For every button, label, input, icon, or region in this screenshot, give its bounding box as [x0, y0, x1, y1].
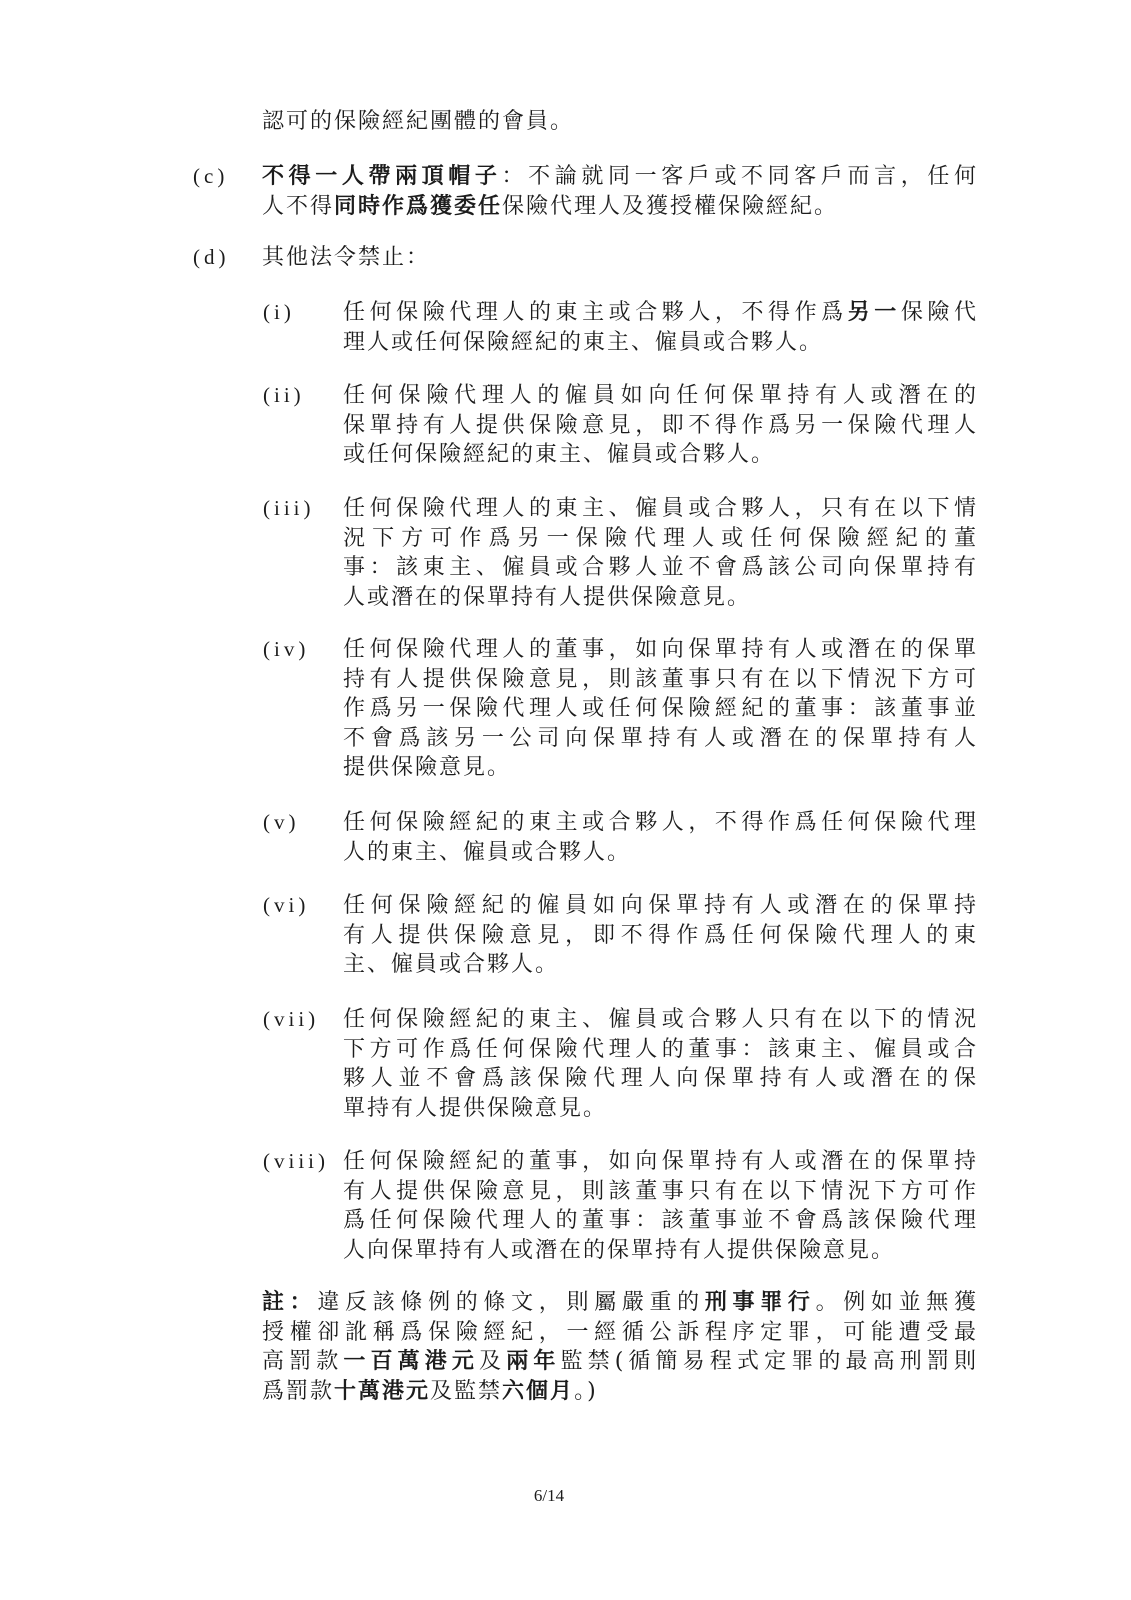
text-line — [343, 328, 978, 358]
text-segment: 。例如並無獲 — [815, 1290, 978, 1315]
page-footer — [0, 1484, 1131, 1508]
bold-text: 兩年 — [506, 1348, 561, 1374]
text-segment: 保險代理人及獲授權保險經紀。 — [502, 193, 839, 219]
item-label: (viii) — [263, 1149, 329, 1173]
text-line — [343, 298, 978, 328]
clause-text — [262, 243, 978, 273]
text-line — [262, 1288, 978, 1318]
item-text — [343, 1147, 978, 1265]
text-line — [343, 553, 978, 583]
item-text — [343, 381, 978, 470]
text-segment: 認可的保險經紀團體的會員。 — [262, 109, 575, 134]
text-segment: 任何保險經紀的董事，如向保單持有人或潛在的保單持 — [343, 1149, 978, 1174]
item-label: (i) — [263, 300, 295, 324]
text-line — [262, 107, 978, 137]
text-segment: 主、僱員或合夥人。 — [343, 952, 560, 977]
text-line — [262, 162, 978, 192]
text-line — [343, 694, 978, 724]
bold-text: 同時作爲獲委任 — [334, 192, 503, 219]
text-line — [343, 1236, 978, 1266]
text-line — [343, 891, 978, 921]
text-segment: 爲任何保險代理人的董事：該董事並不會爲該保險代理 — [343, 1208, 978, 1233]
item-label: (iv) — [263, 637, 310, 661]
bold-text: 十萬港元 — [334, 1377, 431, 1404]
text-segment: 提供保險意見。 — [343, 755, 512, 780]
text-segment: 任何保險代理人的董事，如向保單持有人或潛在的保單 — [343, 637, 978, 662]
text-line — [343, 1206, 978, 1236]
page-number: 6/14 — [533, 1486, 565, 1505]
text-segment: 。) — [574, 1378, 598, 1404]
text-line — [262, 1318, 978, 1348]
text-segment: 保險代 — [900, 300, 978, 325]
item-label: (vi) — [263, 893, 310, 917]
text-segment: 事：該東主、僱員或合夥人並不會爲該公司向保單持有 — [343, 555, 978, 580]
text-segment: 作爲另一保險代理人或任何保險經紀的董事：該董事並 — [343, 696, 978, 721]
text-line — [343, 635, 978, 665]
text-line — [343, 1147, 978, 1177]
text-segment: 單持有人提供保險意見。 — [343, 1095, 608, 1121]
text-segment: 人向保單持有人或潛在的保單持有人提供保險意見。 — [343, 1237, 896, 1263]
text-segment: 違反該條例的條文，則屬嚴重的 — [317, 1290, 705, 1315]
text-segment: 有人提供保險意見，則該董事只有在以下情況下方可作 — [343, 1178, 978, 1204]
text-line — [343, 665, 978, 695]
text-line — [343, 921, 978, 951]
bold-text: 另一 — [847, 299, 901, 325]
text-line — [343, 494, 978, 524]
text-segment: 有人提供保險意見，即不得作爲任何保險代理人的東 — [343, 922, 978, 948]
text-segment: 高罰款 — [262, 1349, 344, 1374]
clause-label: (c) — [193, 164, 229, 188]
text-segment: 任何保險經紀的東主、僱員或合夥人只有在以下的情況 — [343, 1007, 978, 1032]
text-line — [262, 1377, 978, 1407]
text-line — [343, 838, 978, 868]
text-segment: 及監禁 — [430, 1378, 503, 1404]
bold-text: 註： — [262, 1289, 318, 1315]
text-segment: 任何保險經紀的僱員如向保單持有人或潛在的保單持 — [343, 893, 978, 918]
text-line — [262, 192, 978, 222]
item-text — [343, 494, 978, 612]
item-text — [343, 1005, 978, 1123]
text-line — [343, 950, 978, 980]
text-segment: 人的東主、僱員或合夥人。 — [343, 839, 632, 865]
item-text — [343, 891, 978, 980]
text-segment: 監禁(循簡易程式定罪的最高刑罰則 — [560, 1349, 978, 1374]
text-line — [343, 1035, 978, 1065]
clause-d — [193, 243, 978, 273]
item-text — [343, 298, 978, 357]
text-segment: 任何保險代理人的東主、僱員或合夥人，只有在以下情 — [343, 496, 978, 521]
note-paragraph — [262, 1288, 978, 1406]
item-text — [343, 635, 978, 783]
text-segment: 持有人提供保險意見，則該董事只有在以下情況下方可 — [343, 666, 978, 692]
text-segment: 其他法令禁止： — [262, 245, 431, 270]
text-line — [343, 808, 978, 838]
text-segment: 任何保險代理人的東主或合夥人，不得作爲 — [343, 300, 848, 325]
text-line — [343, 1064, 978, 1094]
text-segment: 任何保險代理人的僱員如向任何保單持有人或潛在的 — [343, 383, 978, 408]
text-segment: 下方可作爲任何保險代理人的董事：該東主、僱員或合 — [343, 1036, 978, 1062]
text-line — [343, 440, 978, 470]
text-segment: 爲罰款 — [262, 1378, 335, 1404]
item-label: (ii) — [263, 383, 305, 407]
text-line — [343, 724, 978, 754]
text-segment: 及 — [479, 1349, 507, 1374]
bold-text: 六個月 — [502, 1377, 575, 1404]
text-line — [343, 1094, 978, 1124]
text-segment: 任何保險經紀的東主或合夥人，不得作爲任何保險代理 — [343, 810, 978, 835]
text-segment: 或任何保險經紀的東主、僱員或合夥人。 — [343, 442, 776, 467]
text-line — [343, 411, 978, 441]
clause-text — [262, 162, 978, 221]
text-line — [262, 243, 978, 273]
item-text — [343, 808, 978, 867]
bold-text: 不得一人帶兩頂帽子 — [262, 163, 502, 189]
bold-text: 刑事罪行 — [704, 1289, 816, 1315]
text-segment: 不會爲該另一公司向保單持有人或潛在的保單持有人 — [343, 725, 978, 751]
text-segment: 理人或任何保險經紀的東主、僱員或合夥人。 — [343, 329, 824, 355]
item-label: (v) — [263, 810, 300, 834]
text-line — [343, 753, 978, 783]
item-label: (iii) — [263, 496, 315, 520]
text-segment: 夥人並不會爲該保險代理人向保單持有人或潛在的保 — [343, 1066, 978, 1091]
text-line — [343, 1177, 978, 1207]
text-segment: 人或潛在的保單持有人提供保險意見。 — [343, 584, 752, 610]
text-line — [343, 583, 978, 613]
item-label: (vii) — [263, 1007, 320, 1031]
bold-text: 一百萬港元 — [343, 1348, 480, 1374]
text-line — [343, 524, 978, 554]
clause-c — [193, 162, 978, 221]
text-segment: 保單持有人提供保險意見，即不得作爲另一保險代理人 — [343, 412, 978, 438]
text-segment: 人不得 — [262, 193, 335, 219]
text-segment: 授權卻訛稱爲保險經紀，一經循公訴程序定罪，可能遭受最 — [262, 1319, 978, 1345]
intro-paragraph — [262, 107, 978, 137]
text-segment: ：不論就同一客戶或不同客戶而言，任何 — [501, 164, 978, 189]
text-line — [343, 381, 978, 411]
clause-label: (d) — [193, 245, 230, 269]
text-segment: 況下方可作爲另一保險代理人或任何保險經紀的董 — [343, 525, 978, 551]
text-line — [262, 1347, 978, 1377]
text-line — [343, 1005, 978, 1035]
